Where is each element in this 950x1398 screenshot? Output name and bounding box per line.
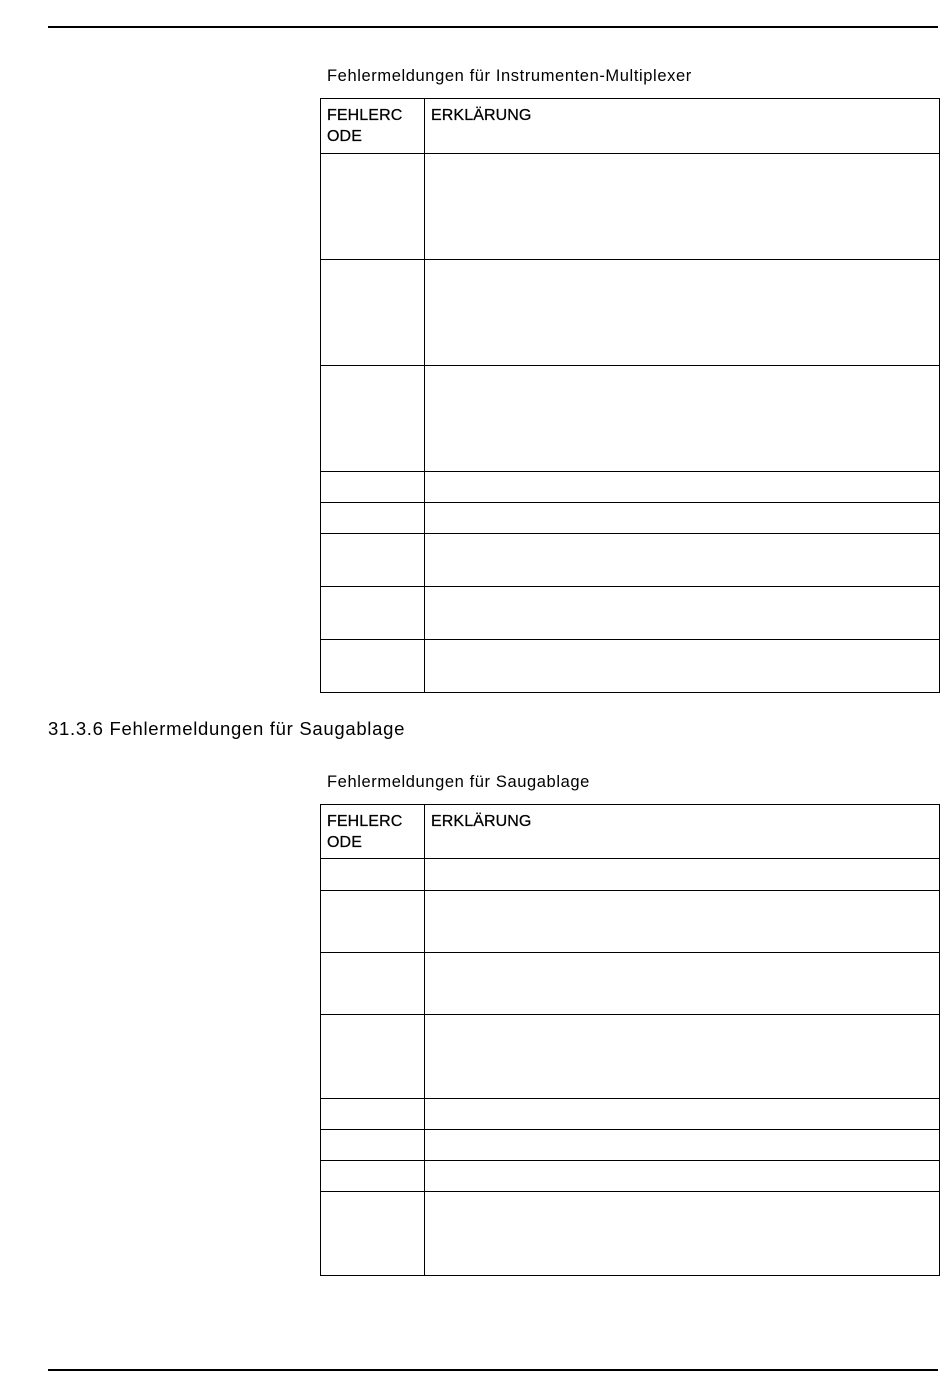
table1-header-row: [321, 99, 940, 154]
section-heading: 31.3.6 Fehlermeldungen für Saugablage: [48, 718, 406, 739]
table2-header-explanation: ERKLÄRUNG: [425, 805, 940, 859]
table2-cell-explanation: [425, 1130, 940, 1161]
table2-cell-explanation: [425, 1099, 940, 1130]
table1-multiplexer-errors: [320, 98, 940, 693]
table-row: [321, 1099, 940, 1130]
table1-caption: Fehlermeldungen für Instrumenten-Multiplexer: [327, 67, 692, 85]
table2-cell-code: [321, 891, 425, 953]
table-row: [321, 154, 940, 260]
table2-cell-explanation: [425, 891, 940, 953]
table1-cell-code: [321, 260, 425, 366]
table1-cell-explanation: [425, 503, 940, 534]
table2-cell-code: [321, 859, 425, 891]
table1-header-code: FEHLERC ODE: [321, 99, 425, 154]
table2-cell-code: [321, 1130, 425, 1161]
table2-suction-tray-errors: [320, 804, 940, 1276]
table-row: [321, 640, 940, 693]
table1-cell-explanation: [425, 366, 940, 472]
table-row: [321, 859, 940, 891]
table1-cell-explanation: [425, 534, 940, 587]
table2-header-row: [321, 805, 940, 859]
table1-cell-explanation: [425, 640, 940, 693]
footer-rule: [48, 1369, 938, 1371]
table2-cell-explanation: [425, 1161, 940, 1192]
table1-cell-code: [321, 587, 425, 640]
table-row: [321, 587, 940, 640]
table-row: [321, 534, 940, 587]
table1-cell-code: [321, 534, 425, 587]
table2-cell-explanation: [425, 1192, 940, 1276]
table1-header-explanation: ERKLÄRUNG: [425, 99, 940, 154]
table2-cell-explanation: [425, 859, 940, 891]
table2-cell-code: [321, 953, 425, 1015]
table2-caption: Fehlermeldungen für Saugablage: [327, 773, 590, 791]
table1-cell-explanation: [425, 472, 940, 503]
table2-cell-code: [321, 1192, 425, 1276]
table2-header-code: FEHLERC ODE: [321, 805, 425, 859]
table2-cell-code: [321, 1015, 425, 1099]
table-row: [321, 1130, 940, 1161]
table-row: [321, 891, 940, 953]
table1-cell-code: [321, 503, 425, 534]
table1-cell-explanation: [425, 587, 940, 640]
table1-cell-explanation: [425, 260, 940, 366]
header-rule: [48, 26, 938, 28]
table-row: [321, 260, 940, 366]
table2-cell-explanation: [425, 953, 940, 1015]
table-row: [321, 366, 940, 472]
table1-cell-code: [321, 640, 425, 693]
table-row: [321, 1161, 940, 1192]
table2-cell-explanation: [425, 1015, 940, 1099]
table2-cell-code: [321, 1099, 425, 1130]
table-row: [321, 472, 940, 503]
table-row: [321, 503, 940, 534]
table-row: [321, 1015, 940, 1099]
table2-cell-code: [321, 1161, 425, 1192]
table1-cell-code: [321, 154, 425, 260]
table1-cell-code: [321, 366, 425, 472]
table-row: [321, 1192, 940, 1276]
table1-cell-code: [321, 472, 425, 503]
table-row: [321, 953, 940, 1015]
table1-cell-explanation: [425, 154, 940, 260]
